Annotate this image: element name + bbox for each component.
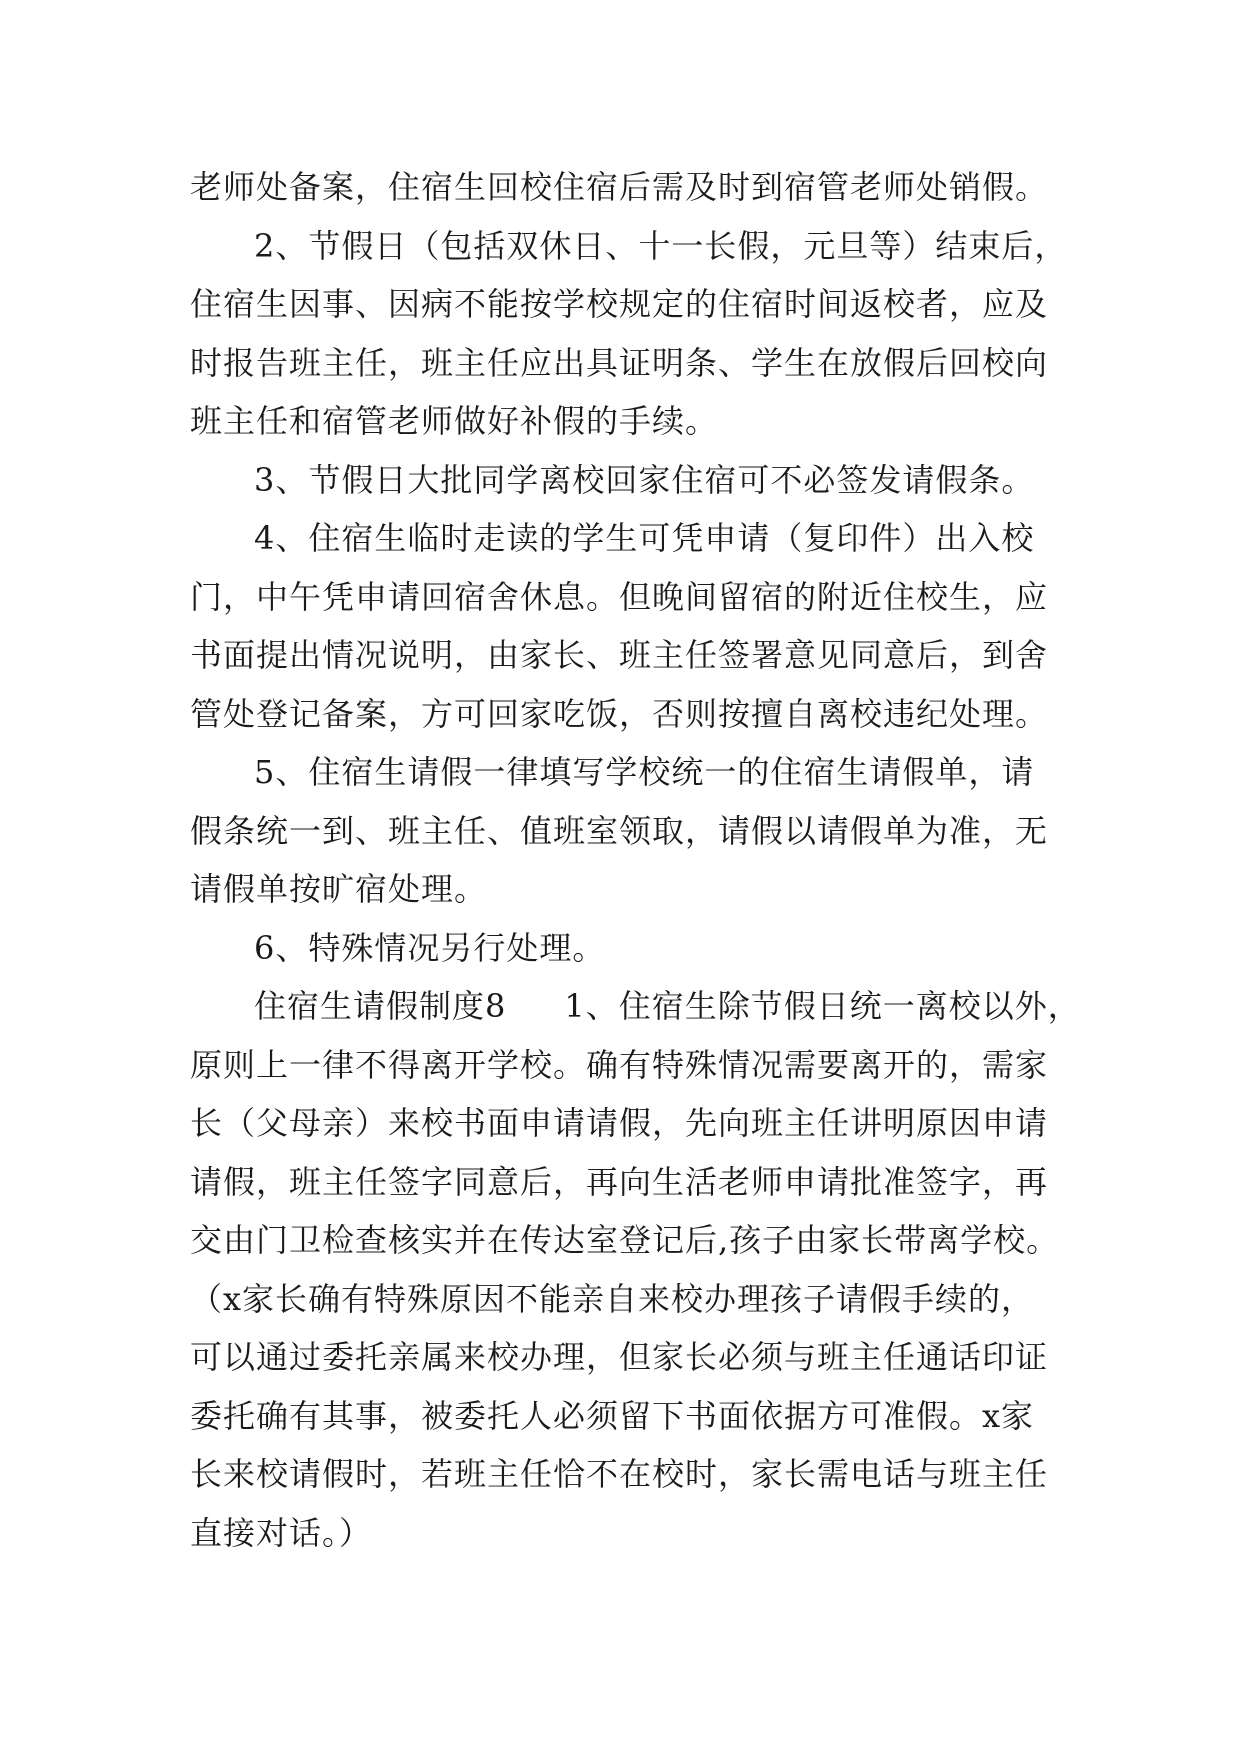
list-item-1: 1、住宿生除节假日统一离校以外，	[564, 987, 1081, 1025]
text-line: 老师处备案，住宿生回校住宿后需及时到宿管老师处销假。	[190, 168, 1049, 206]
list-item-6: 6、特殊情况另行处理。	[254, 928, 606, 967]
text-line: （x家长确有特殊原因不能亲自来校办理孩子请假手续的，	[190, 1279, 1035, 1318]
text-line: 请假，班主任签字同意后，再向生活老师申请批准签字，再	[190, 1162, 1049, 1201]
text-line: 住宿生因事、因病不能按学校规定的住宿时间返校者，应及	[190, 285, 1049, 323]
list-item-4: 4、住宿生临时走读的学生可凭申请（复印件）出入校	[254, 519, 1035, 557]
list-item-3: 3、节假日大批同学离校回家住宿可不必签发请假条。	[254, 460, 1035, 499]
document-body	[190, 158, 1081, 1562]
text-line: 书面提出情况说明，由家长、班主任签署意见同意后，到舍	[190, 636, 1049, 674]
text-line: 长（父母亲）来校书面申请请假，先向班主任讲明原因申请	[190, 1104, 1049, 1142]
text-line: 长来校请假时，若班主任恰不在校时，家长需电话与班主任	[190, 1455, 1049, 1493]
text-line: 假条统一到、班主任、值班室领取，请假以请假单为准，无	[190, 811, 1049, 850]
section-title: 住宿生请假制度8	[254, 987, 507, 1025]
list-item-5: 5、住宿生请假一律填写学校统一的住宿生请假单，请	[254, 753, 1035, 791]
text-line: 直接对话。）	[190, 1513, 373, 1552]
text-line: 请假单按旷宿处理。	[190, 870, 488, 908]
text-line: 班主任和宿管老师做好补假的手续。	[190, 402, 719, 440]
text-line: 门，中午凭申请回宿舍休息。但晚间留宿的附近住校生，应	[190, 577, 1049, 616]
text-line: 时报告班主任，班主任应出具证明条、学生在放假后回校向	[190, 343, 1049, 382]
text-line: 可以通过委托亲属来校办理，但家长必须与班主任通话印证	[190, 1338, 1049, 1376]
list-item-2: 2、节假日（包括双休日、十一长假，元旦等）结束后，	[254, 226, 1068, 265]
text-line: 管处登记备案，方可回家吃饭，否则按擅自离校违纪处理。	[190, 694, 1049, 733]
text-line: 交由门卫检查核实并在传达室登记后,孩子由家长带离学校。	[190, 1221, 1060, 1259]
section-heading-line	[190, 977, 1081, 1036]
text-line: 原则上一律不得离开学校。确有特殊情况需要离开的，需家	[190, 1045, 1049, 1084]
text-line: 委托确有其事，被委托人必须留下书面依据方可准假。x家	[190, 1396, 1035, 1435]
